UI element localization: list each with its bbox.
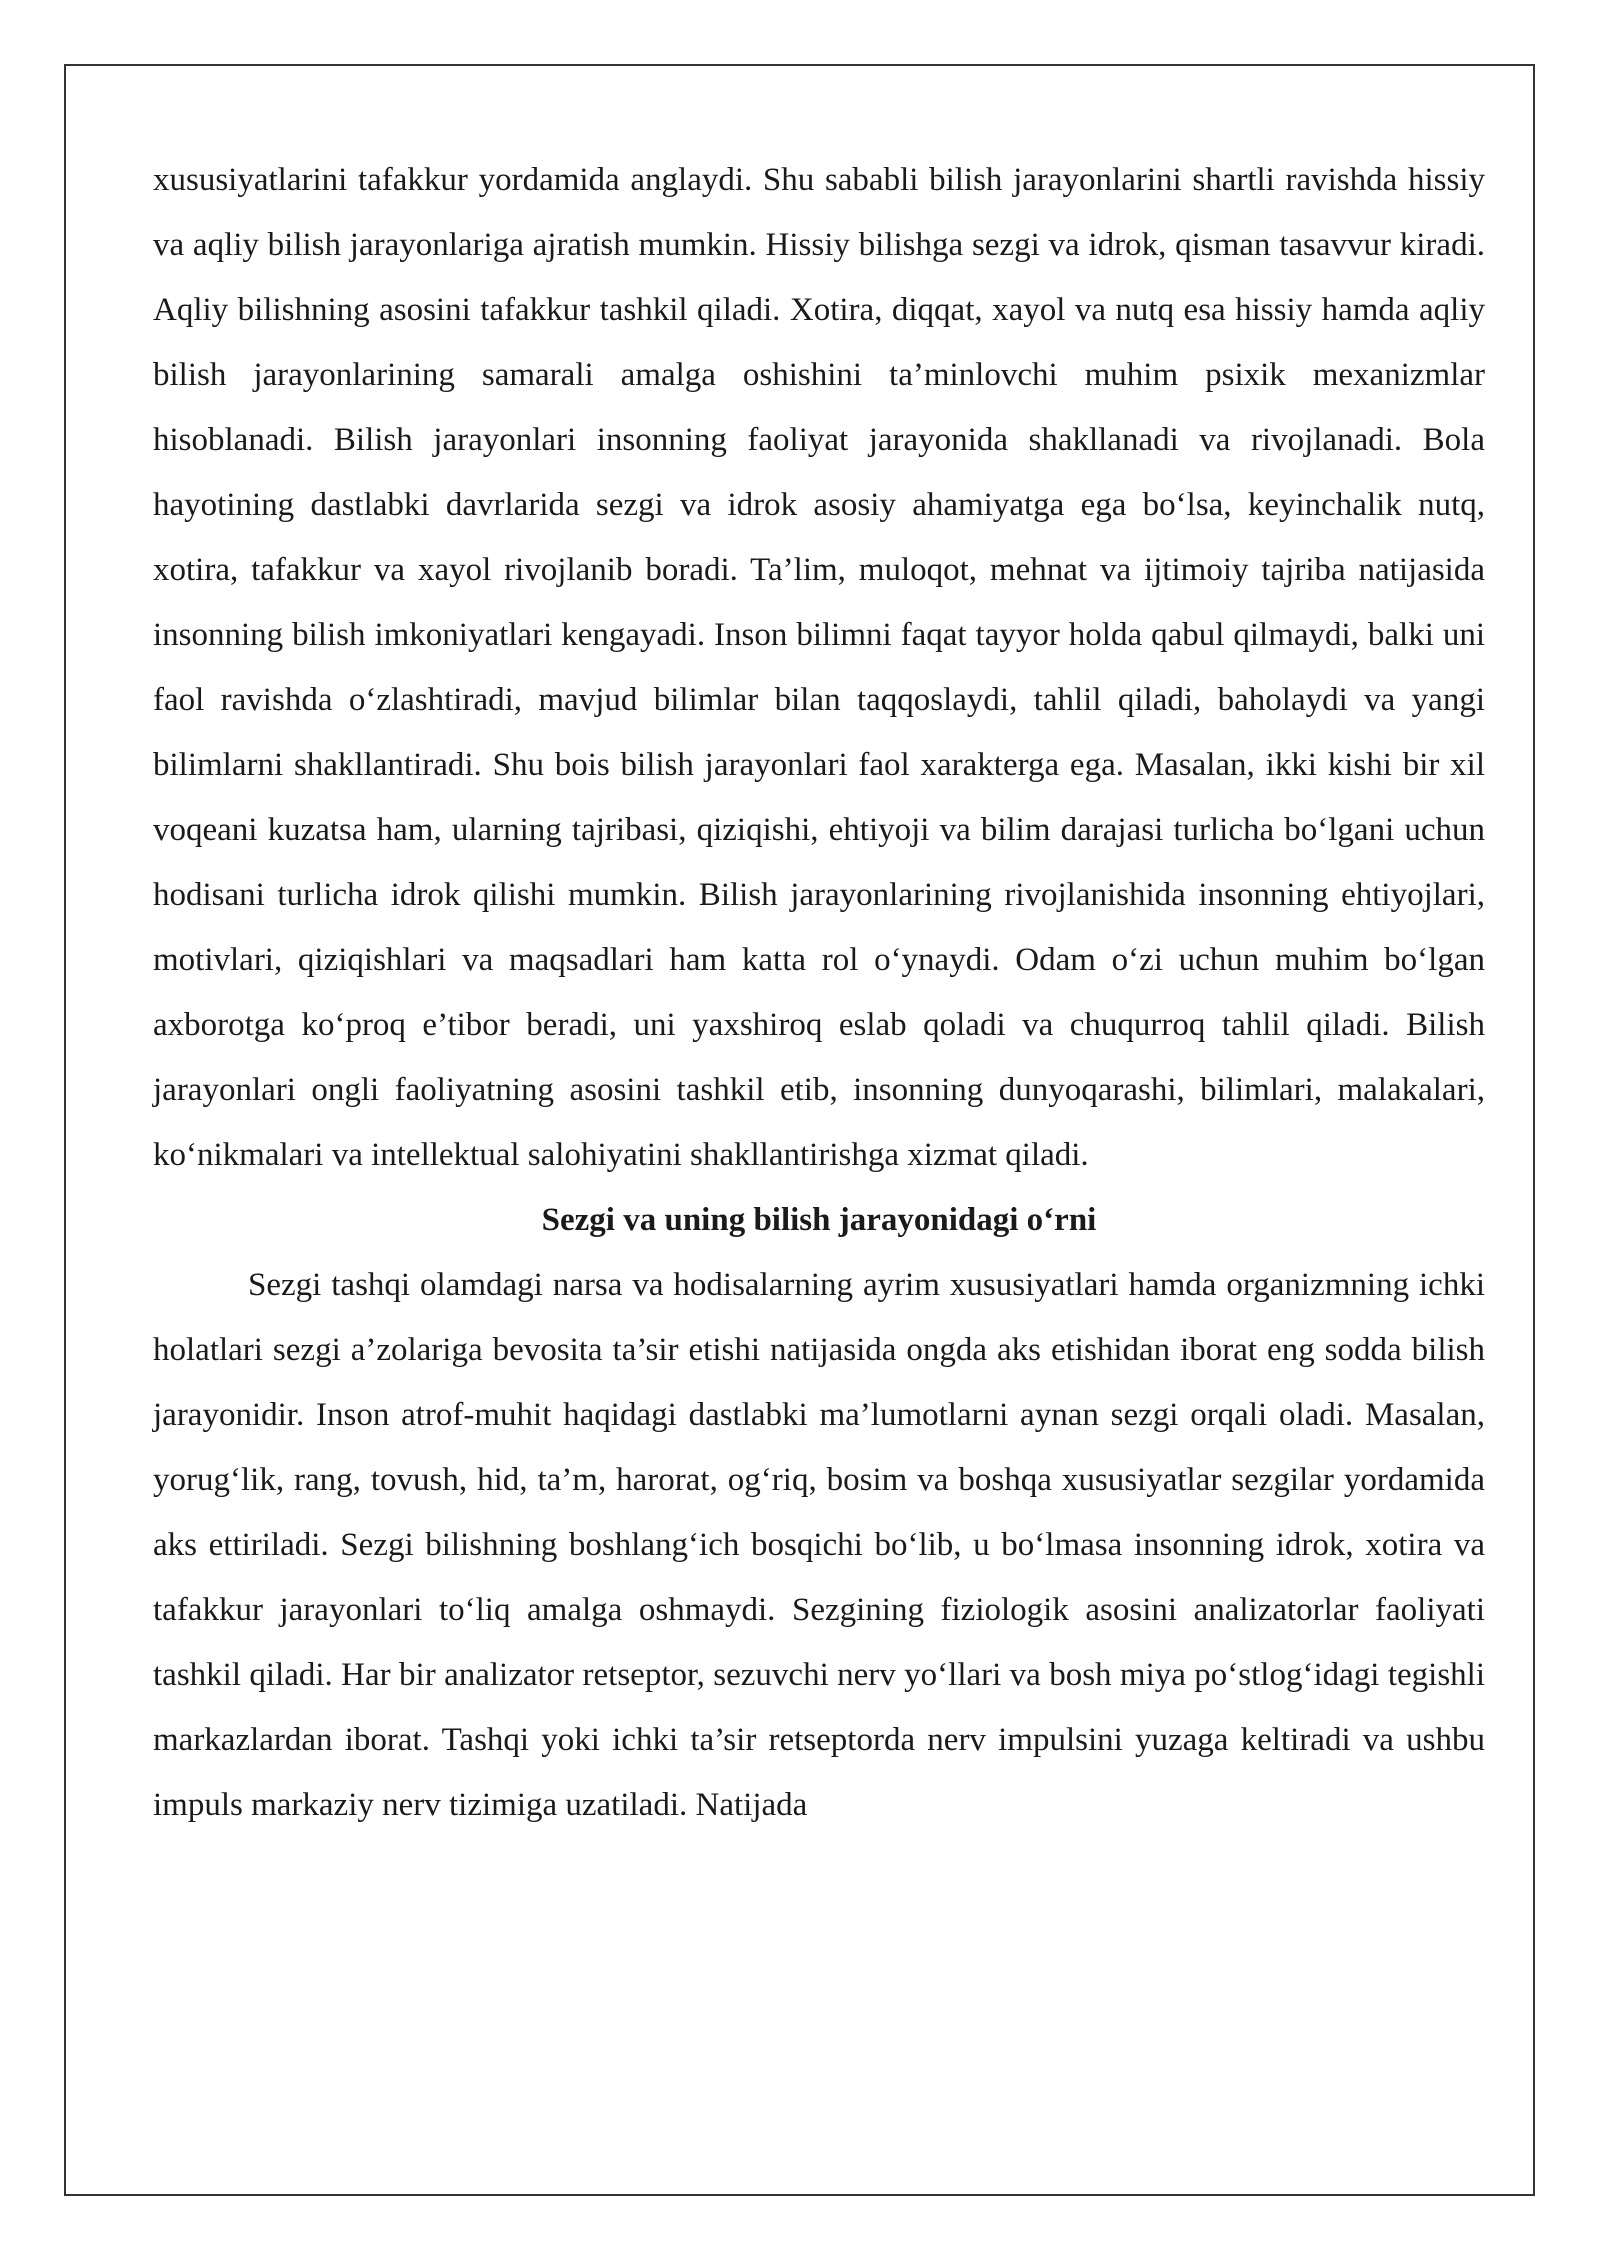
document-body <box>153 148 1485 1838</box>
section-heading: Sezgi va uning bilish jarayonidagi o‘rni <box>541 1202 1097 1238</box>
body-paragraph-sezgi: Sezgi tashqi olamdagi narsa va hodisalarning ayrim xususiyatlari hamda organizmning ichki holatlari sezgi a’zolariga bevosita ta’sir etishi natijasida ongda aks etishidan iborat eng sodda bilish jarayonidir. Inson atrof-muhit haqidagi dastlabki ma’lumotlarni aynan sezgi orqali oladi. Masalan, yorug‘lik, rang, tovush, hid, ta’m, harorat, og‘riq, bosim va boshqa xususiyatlar sezgilar yordamida aks ettiriladi. Sezgi bilishning boshlang‘ich bosqichi bo‘lib, u bo‘lmasa insonning idrok, xotira va tafakkur jarayonlari to‘liq amalga oshmaydi. Sezgining fiziologik asosini analizatorlar faoliyati tashkil qiladi. Har bir analizator retseptor, sezuvchi nerv yo‘llari va bosh miya po‘stlog‘idagi tegishli markazlardan iborat. Tashqi yoki ichki ta’sir retseptorda nerv impulsini yuzaga keltiradi va ushbu impuls markaziy nerv tizimiga uzatiladi. Natijada <box>153 1267 1485 1823</box>
body-paragraph-continued: xususiyatlarini tafakkur yordamida anglaydi. Shu sababli bilish jarayonlarini shartli ravishda hissiy va aqliy bilish jarayonlariga ajratish mumkin. Hissiy bilishga sezgi va idrok, qisman tasavvur kiradi. Aqliy bilishning asosini tafakkur tashkil qiladi. Xotira, diqqat, xayol va nutq esa hissiy hamda aqliy bilish jarayonlarining samarali amalga oshishini ta’minlovchi muhim psixik mexanizmlar hisoblanadi. Bilish jarayonlari insonning faoliyat jarayonida shakllanadi va rivojlanadi. Bola hayotining dastlabki davrlarida sezgi va idrok asosiy ahamiyatga ega bo‘lsa, keyinchalik nutq, xotira, tafakkur va xayol rivojlanib boradi. Ta’lim, muloqot, mehnat va ijtimoiy tajriba natijasida insonning bilish imkoniyatlari kengayadi. Inson bilimni faqat tayyor holda qabul qilmaydi, balki uni faol ravishda o‘zlashtiradi, mavjud bilimlar bilan taqqoslaydi, tahlil qiladi, baholaydi va yangi bilimlarni shakllantiradi. Shu bois bilish jarayonlari faol xarakterga ega. Masalan, ikki kishi bir xil voqeani kuzatsa ham, ularning tajribasi, qiziqishi, ehtiyoji va bilim darajasi turlicha bo‘lgani uchun hodisani turlicha idrok qilishi mumkin. Bilish jarayonlarining rivojlanishida insonning ehtiyojlari, motivlari, qiziqishlari va maqsadlari ham katta rol o‘ynaydi. Odam o‘zi uchun muhim bo‘lgan axborotga ko‘proq e’tibor beradi, uni yaxshiroq eslab qoladi va chuqurroq tahlil qiladi. Bilish jarayonlari ongli faoliyatning asosini tashkil etib, insonning dunyoqarashi, bilimlari, malakalari, ko‘nikmalari va intellektual salohiyatini shakllantirishga xizmat qiladi. <box>153 162 1485 1173</box>
